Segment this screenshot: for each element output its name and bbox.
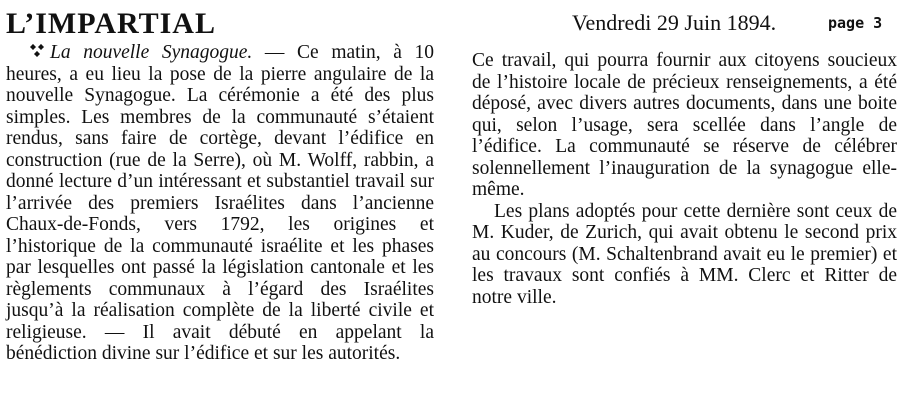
article-body-left: — Ce matin, à 10 heures, a eu lieu la pose de la pierre angulaire de la nouvelle Synagogue. La cérémonie a été des plus simples. Les membres de la communauté s’étaient rendus, sans faire de cortège, devant l’édifice en construction (rue de la Serre), où M. Wolff, rabbin, a donné lecture d’un intéressant et substantiel travail sur l’arrivée des premiers Israélites dans l’ancienne Chaux-de-Fonds, vers 1792, les origines et l’historique de la communauté israélite et les phases par lesquelles ont passé la législation cantonale et les règlements communaux à l’égard des Israélites jusqu’à la réalisation complète de la liberté civile et religieuse. — Il avait débuté en appelant la bénédiction divine sur l’édifice et sur les autorités. bbox=[6, 42, 434, 364]
page-number: page 3 bbox=[828, 14, 883, 32]
article-right-column bbox=[472, 50, 897, 308]
article-paragraph-1 bbox=[6, 42, 434, 365]
article-paragraph-2: Ce travail, qui pourra fournir aux citoyens soucieux de l’histoire locale de précieux renseignements, a été déposé, avec divers autres documents, dans une boite qui, selon l’usage, sera scellée dans l’angle de l’édifice. La communauté se réserve de célébrer solennellement l’inauguration de la synagogue elle-même. bbox=[472, 50, 897, 200]
article-paragraph-3: Les plans adoptés pour cette dernière sont ceux de M. Kuder, de Zurich, qui avait obtenu le second prix au concours (M. Schaltenbrand avait eu le premier) et les travaux sont confiés à MM. Clerc et Ritter de notre ville. bbox=[472, 200, 897, 308]
asterism-icon bbox=[28, 43, 46, 59]
article-left-column bbox=[6, 42, 434, 365]
newspaper-masthead: L’IMPARTIAL bbox=[6, 7, 216, 40]
article-headline: La nouvelle Synagogue. bbox=[50, 42, 253, 63]
issue-date: Vendredi 29 Juin 1894. bbox=[572, 10, 777, 35]
